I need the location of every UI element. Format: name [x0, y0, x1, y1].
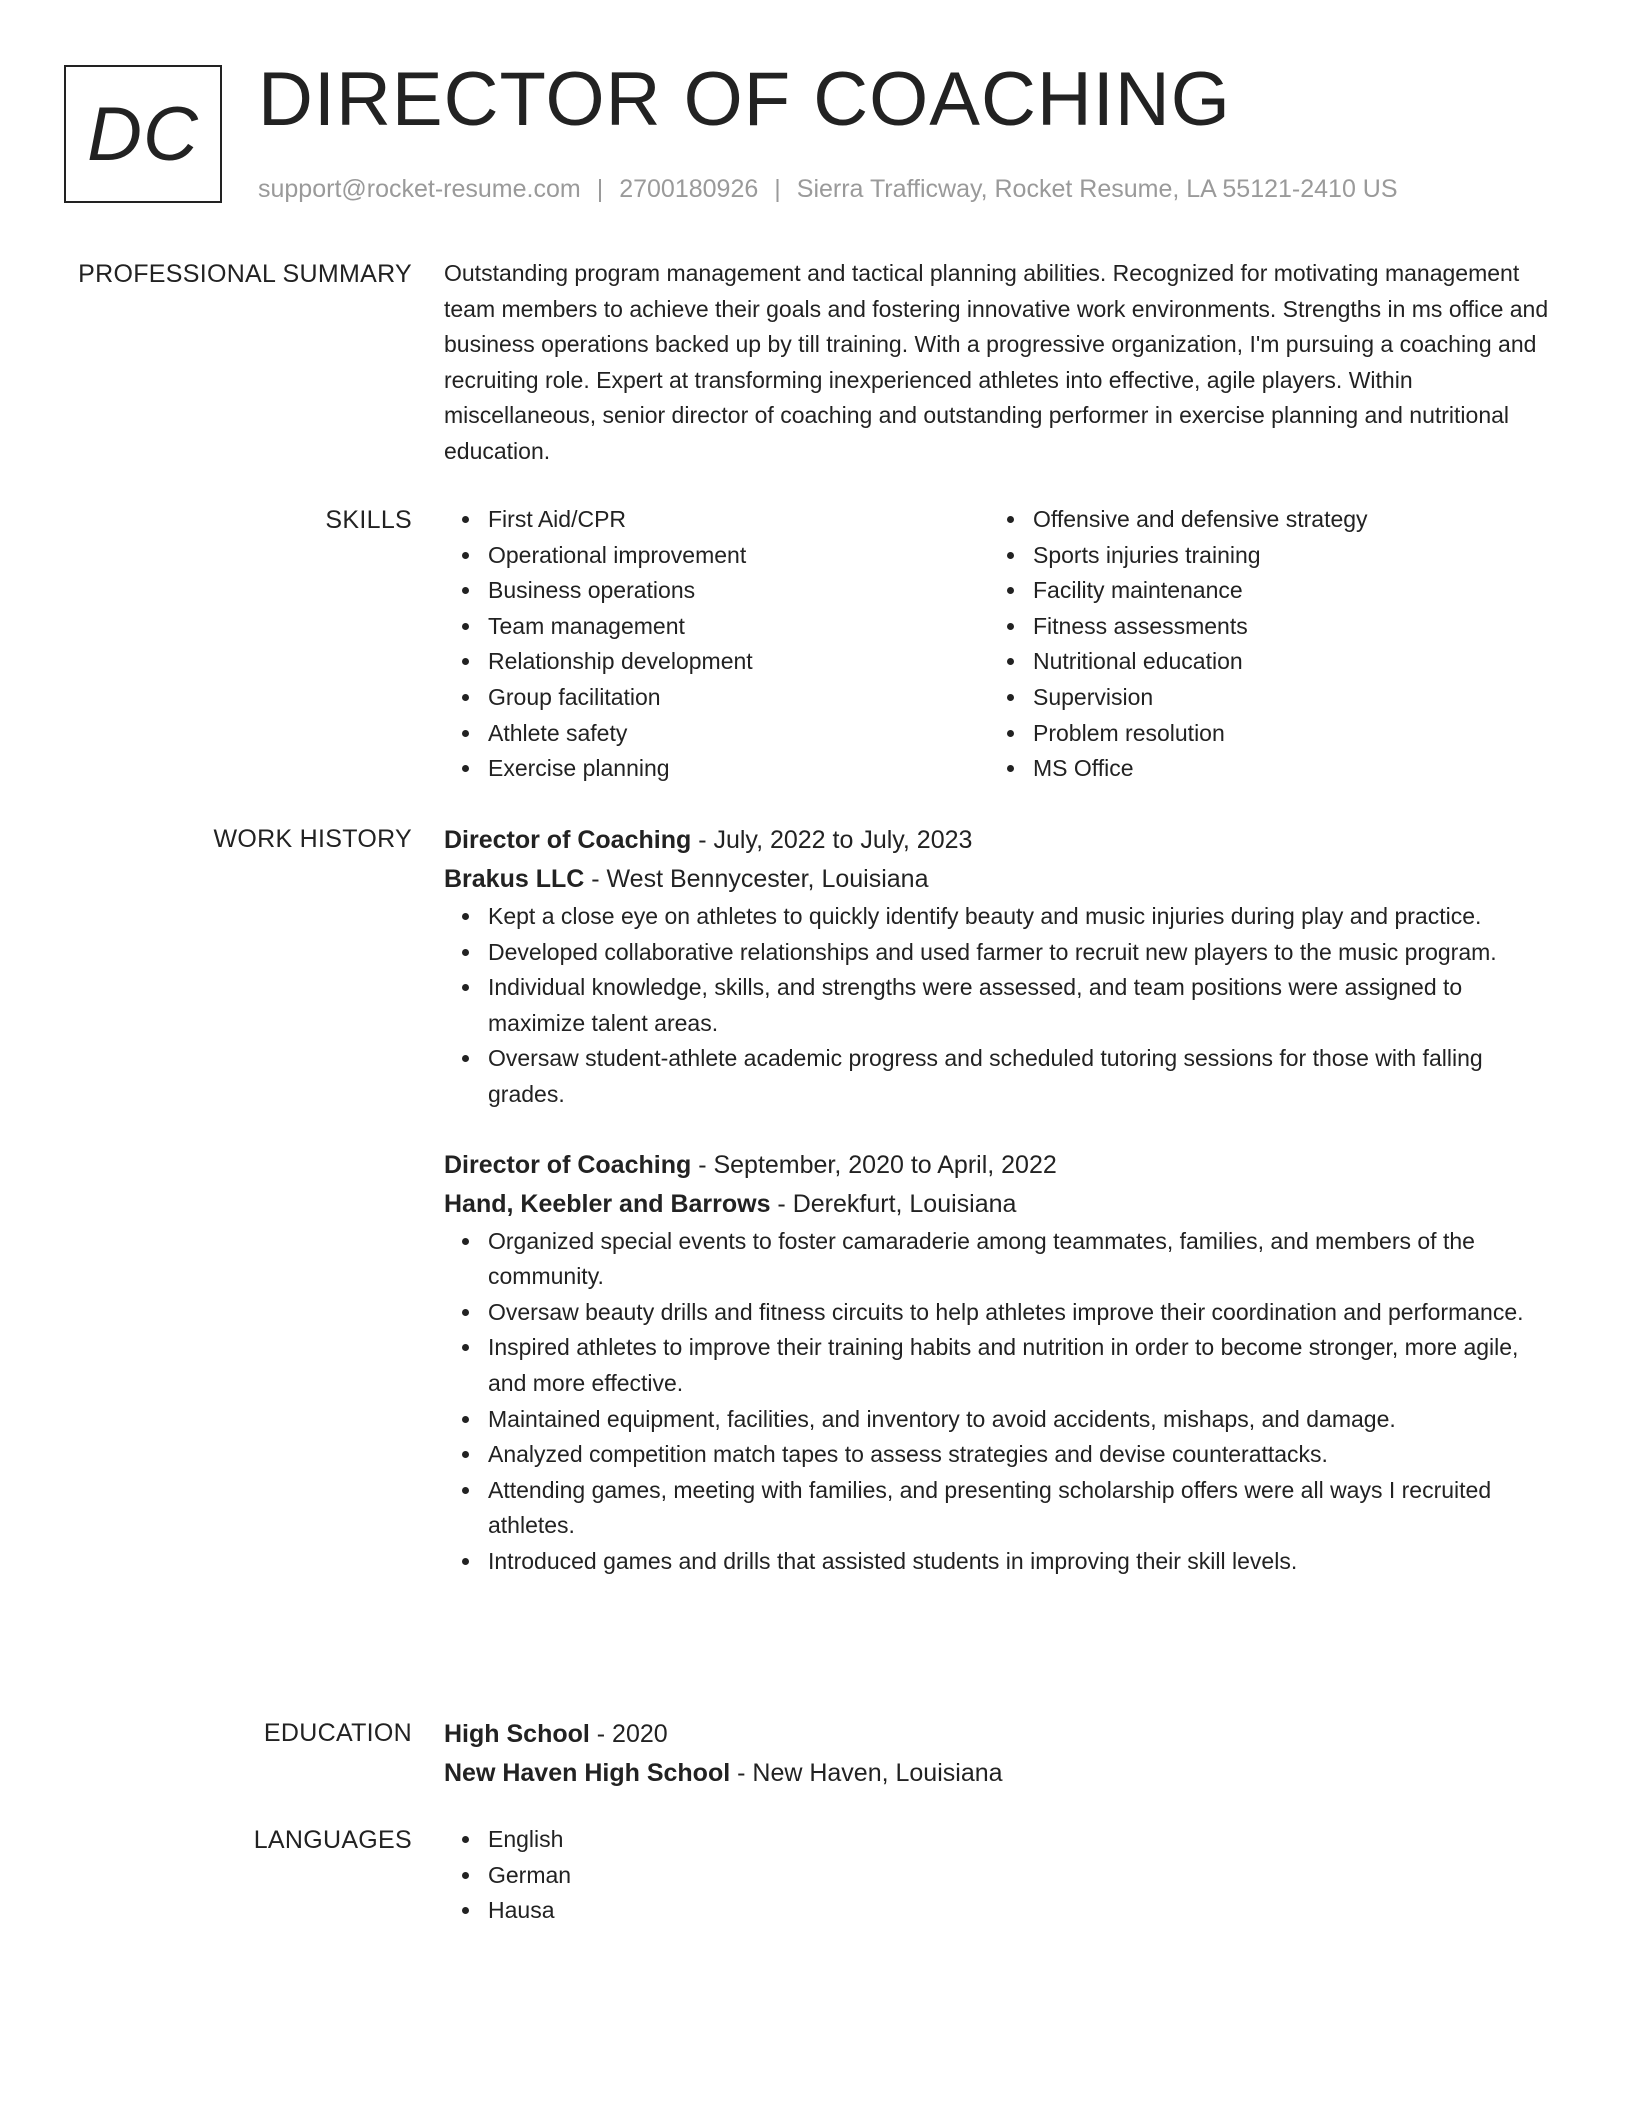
skill-item: Facility maintenance [1033, 573, 1534, 609]
skill-item: Problem resolution [1033, 716, 1534, 752]
section-title: SKILLS [325, 506, 412, 534]
job-dates: - September, 2020 to April, 2022 [691, 1150, 1057, 1179]
contact-phone[interactable]: 2700180926 [619, 175, 759, 203]
job-title-line [444, 821, 1556, 860]
monogram-badge: DC [64, 65, 222, 203]
contact-line [258, 172, 1398, 206]
resume-name: DIRECTOR OF COACHING [258, 57, 1231, 142]
skill-item: Team management [488, 609, 989, 645]
contact-separator: | [774, 175, 781, 203]
education-school: New Haven High School [444, 1759, 731, 1787]
job-bullet: Analyzed competition match tapes to assess strategies and devise counterattacks. [488, 1437, 1556, 1473]
skill-item: Group facilitation [488, 680, 989, 716]
section-title: WORK HISTORY [213, 825, 412, 853]
summary-text: Outstanding program management and tactical planning abilities. Recognized for motivating management team members to achieve their goals and fostering innovative work environments. Strengths in ms office and business operations backed up by till training. With a progressive organization, I'm pursuing a coaching and recruiting role. Expert at transforming inexperienced athletes into effective, agile players. Within miscellaneous, senior director of coaching and outstanding performer in exercise planning and nutritional education. [444, 260, 1549, 464]
education-school-line [444, 1754, 1556, 1793]
job-dates: - July, 2022 to July, 2023 [691, 826, 973, 854]
skill-item: MS Office [1033, 751, 1534, 787]
language-item: German [488, 1858, 1556, 1894]
skills-list-right [989, 502, 1534, 787]
skill-item: First Aid/CPR [488, 502, 989, 538]
section-title: EDUCATION [263, 1719, 412, 1747]
job-bullet: Maintained equipment, facilities, and inventory to avoid accidents, mishaps, and damage. [488, 1402, 1556, 1438]
job-role: Director of Coaching [444, 1150, 692, 1179]
skill-item: Operational improvement [488, 538, 989, 574]
job-bullets [444, 1224, 1556, 1580]
job-bullet: Inspired athletes to improve their training habits and nutrition in order to become stronger, more agile, and more effective. [488, 1330, 1556, 1401]
language-item: English [488, 1822, 1556, 1858]
skill-item: Offensive and defensive strategy [1033, 502, 1534, 538]
language-item: Hausa [488, 1893, 1556, 1929]
languages-list [444, 1822, 1556, 1929]
skill-item: Business operations [488, 573, 989, 609]
job-bullet: Oversaw student-athlete academic progress and scheduled tutoring sessions for those with falling grades. [488, 1041, 1556, 1112]
job-bullet: Developed collaborative relationships and used farmer to recruit new players to the music program. [488, 935, 1556, 971]
job-location: - Derekfurt, Louisiana [770, 1189, 1017, 1218]
contact-address: Sierra Trafficway, Rocket Resume, LA 55121-2410 US [796, 175, 1398, 203]
job-bullet: Oversaw beauty drills and fitness circuits to help athletes improve their coordination and performance. [488, 1295, 1556, 1331]
section-title: PROFESSIONAL SUMMARY [78, 260, 412, 288]
job-company-line [444, 1185, 1556, 1224]
skills-list-left [444, 502, 989, 787]
contact-email[interactable]: support@rocket-resume.com [258, 175, 581, 203]
job-bullet: Organized special events to foster camaraderie among teammates, families, and members of the community. [488, 1224, 1556, 1295]
section-title: LANGUAGES [253, 1826, 412, 1854]
job-company-line [444, 860, 1556, 899]
skill-item: Supervision [1033, 680, 1534, 716]
skill-item: Fitness assessments [1033, 609, 1534, 645]
job-location: - West Bennycester, Louisiana [584, 865, 929, 893]
job-bullet: Individual knowledge, skills, and strengths were assessed, and team positions were assigned to maximize talent areas. [488, 970, 1556, 1041]
job-entry [444, 821, 1556, 1113]
job-company: Brakus LLC [444, 865, 585, 893]
skill-item: Exercise planning [488, 751, 989, 787]
skill-item: Relationship development [488, 644, 989, 680]
job-company: Hand, Keebler and Barrows [444, 1189, 771, 1218]
contact-separator: | [596, 175, 604, 203]
job-bullets [444, 899, 1556, 1113]
skill-item: Athlete safety [488, 716, 989, 752]
job-bullet: Introduced games and drills that assisted students in improving their skill levels. [488, 1544, 1556, 1580]
education-year: - 2020 [589, 1720, 668, 1748]
job-role: Director of Coaching [444, 826, 692, 854]
skill-item: Nutritional education [1033, 644, 1534, 680]
education-degree: High School [444, 1720, 590, 1748]
resume-header [0, 0, 1632, 230]
job-entry [444, 1146, 1556, 1580]
skill-item: Sports injuries training [1033, 538, 1534, 574]
job-bullet: Attending games, meeting with families, and presenting scholarship offers were all ways I recruited athletes. [488, 1473, 1556, 1544]
education-degree-line [444, 1715, 1556, 1754]
education-location: - New Haven, Louisiana [730, 1759, 1003, 1787]
job-title-line [444, 1146, 1556, 1185]
job-bullet: Kept a close eye on athletes to quickly identify beauty and music injuries during play and practice. [488, 899, 1556, 935]
